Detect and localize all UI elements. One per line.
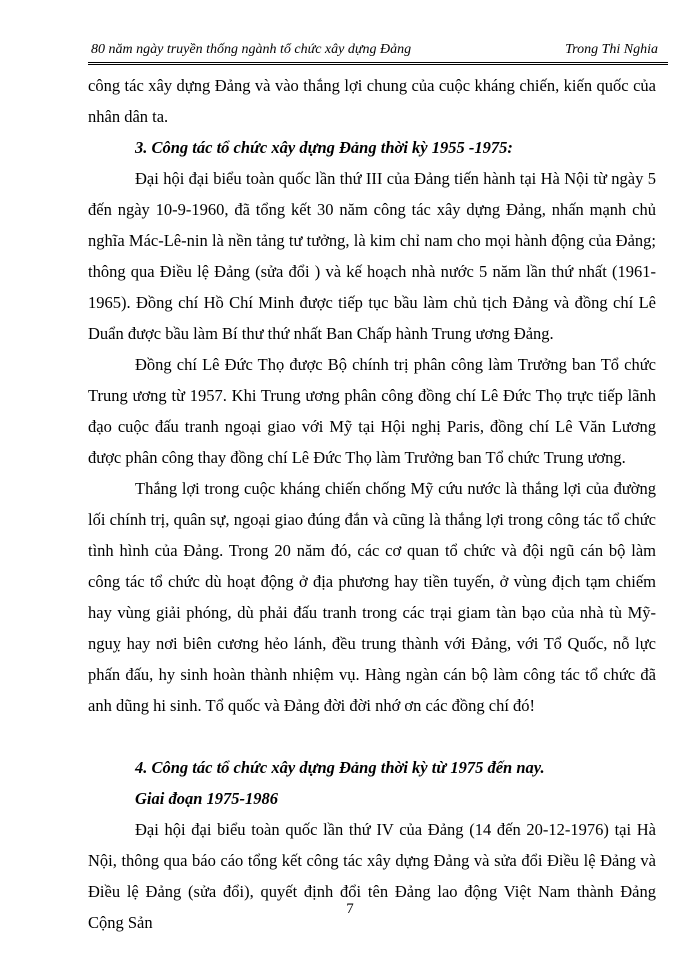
sub-heading: Giai đoạn 1975-1986 [135,789,279,808]
header-title: 80 năm ngày truyền thống ngành tổ chức xây dựng Đảng [91,42,412,57]
spacer [88,721,656,752]
paragraph: Đại hội đại biểu toàn quốc lần thứ III của Đảng tiến hành tại Hà Nội từ ngày 5 đến ngày 10-9-1960, đã tổng kết 30 năm công tác xây dựng Đảng, nhấn mạnh chủ nghĩa Mác-Lê-nin là nền tảng tư tưởng, là kim chỉ nam cho mọi hành động của Đảng; thông qua Điều lệ Đảng (sửa đổi ) và kế hoạch nhà nước 5 năm lần thứ nhất (1961-1965). Đồng chí Hồ Chí Minh được tiếp tục bầu làm chủ tịch Đảng và đồng chí Lê Duẩn được bầu làm Bí thư thứ nhất Ban Chấp hành Trung ương Đảng. [88,169,656,343]
page-header [88,40,668,65]
paragraph: Thắng lợi trong cuộc kháng chiến chống Mỹ cứu nước là thắng lợi của đường lối chính trị, quân sự, ngoại giao đúng đắn và cũng là thắng lợi trong công tác tổ chức tình hình của Đảng. Trong 20 năm đó, các cơ quan tổ chức và đội ngũ cán bộ làm công tác tổ chức dù hoạt động ở địa phương hay tiền tuyến, ở vùng địch tạm chiếm hay vùng giải phóng, dù phải đấu tranh trong các trại giam tàn bạo của nhà tù Mỹ-nguỵ hay nơi biên cương hẻo lánh, đều trung thành với Đảng, với Tổ Quốc, nỗ lực phấn đấu, hy sinh hoàn thành nhiệm vụ. Hàng ngàn cán bộ làm công tác tổ chức đã anh dũng hi sinh. Tổ quốc và Đảng đời đời nhớ ơn các đồng chí đó! [88,479,656,715]
header-author: Trong Thi Nghia [565,42,658,57]
page-number: 7 [346,901,354,917]
section-heading-3: 3. Công tác tổ chức xây dựng Đảng thời kỳ 1955 -1975: [135,138,513,157]
paragraph: Đại hội đại biểu toàn quốc lần thứ IV của Đảng (14 đến 20-12-1976) tại Hà Nội, thông qua báo cáo tổng kết công tác xây dựng Đảng và sửa đổi Điều lệ Đảng và Điều lệ Đảng (sửa đổi), quyết định đổi tên Đảng lao động Việt Nam thành Đảng Cộng Sản [88,820,656,932]
paragraph-continuation: công tác xây dựng Đảng và vào thắng lợi chung của cuộc kháng chiến, kiến quốc của nhân dân ta. [88,76,656,126]
paragraph: Đồng chí Lê Đức Thọ được Bộ chính trị phân công làm Trưởng ban Tổ chức Trung ương từ 1957. Khi Trung ương phân công đồng chí Lê Đức Thọ trực tiếp lãnh đạo cuộc đấu tranh ngoại giao với Mỹ tại Hội nghị Paris, đồng chí Lê Văn Lương được phân công thay đồng chí Lê Đức Thọ làm Trưởng ban Tổ chức Trung ương. [88,355,656,467]
section-heading-4: 4. Công tác tổ chức xây dựng Đảng thời kỳ từ 1975 đến nay. [135,758,545,777]
page-body [88,70,656,938]
